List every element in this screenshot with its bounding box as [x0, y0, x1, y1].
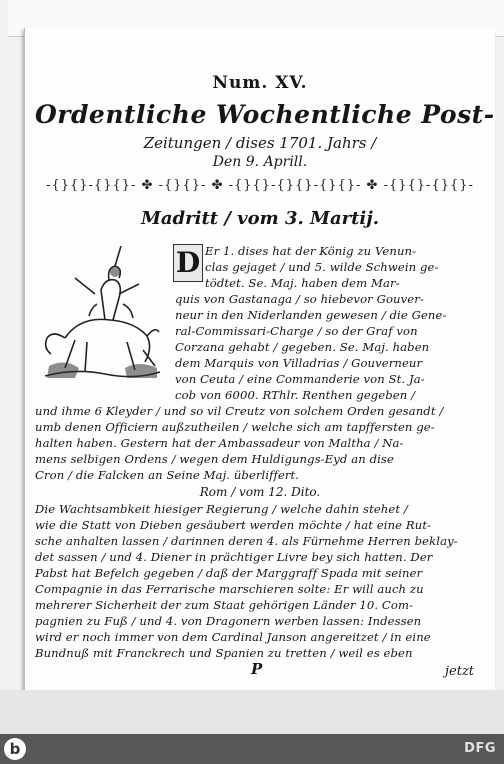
- madrid-line: Cron / die Falcken an Seine Maj. überliffert.: [35, 468, 300, 482]
- madrid-line: mens selbigen Ordens / wegen dem Huldigungs-Eyd an dise: [35, 452, 394, 466]
- drop-cap-initial: D: [173, 244, 203, 282]
- madrid-line: dem Marquis von Villadrias / Gouverneur: [175, 356, 423, 370]
- issue-number: Num. XV.: [212, 73, 308, 93]
- ornament-divider: -{}{}-{}{}- ✤ -{}{}- ✤ -{}{}-{}{}-{}{}- ✤ -{}{}-{}{}-: [46, 178, 474, 193]
- madrid-line: cob von 6000. RThlr. Renthen gegeben /: [175, 388, 416, 402]
- rome-line: Pabst hat Befelch gegeben / daß der Marggraff Spada mit seiner: [35, 566, 423, 580]
- horseman-woodcut-illustration: [35, 238, 165, 384]
- rome-line: sche anhalten lassen / darinnen deren 4. als Fürnehme Herren beklay-: [35, 534, 458, 548]
- madrid-line: Er 1. dises hat der König zu Venun-: [205, 244, 417, 258]
- madrid-line: Corzana gehabt / gegeben. Se. Maj. haben: [175, 340, 430, 354]
- madrid-line: quis von Gastanaga / so hiebevor Gouver-: [175, 292, 424, 306]
- madrid-line: von Ceuta / eine Commanderie von St. Ja-: [175, 372, 425, 386]
- madrid-line: ral-Commissari-Charge / so der Graf von: [175, 324, 418, 338]
- issue-date: Den 9. Aprill.: [212, 154, 308, 170]
- madrid-line: und ihme 6 Kleyder / und so vil Creutz von solchem Orden gesandt /: [35, 404, 444, 418]
- signature-mark: P: [251, 660, 263, 678]
- rome-line: Bundnuß mit Franckrech und Spanien zu tretten / weil es eben: [35, 646, 413, 660]
- masthead-subtitle: Zeitungen / dises 1701. Jahrs /: [143, 134, 377, 152]
- masthead-title: Ordentliche Wochentliche Post-: [35, 100, 495, 129]
- rome-line: det sassen / und 4. Diener in prächtiger Livre bey sich hatten. Der: [35, 550, 433, 564]
- madrid-line: neur in den Niderlanden gewesen / die Gene-: [175, 308, 447, 322]
- madrid-line: umb denen Officiern außzutheilen / welche sich am tapffersten ge-: [35, 420, 435, 434]
- viewer-footer-bar: [0, 734, 504, 764]
- madrid-line: tödtet. Se. Maj. haben dem Mar-: [205, 276, 400, 290]
- rome-line: wird er noch immer von dem Cardinal Janson angereitzet / in eine: [35, 630, 431, 644]
- rome-line: pagnien zu Fuß / und 4. von Dragonern werben lassen: Indessen: [35, 614, 422, 628]
- rome-line: mehrerer Sicherheit der zum Staat gehörigen Länder 10. Com-: [35, 598, 414, 612]
- madrid-line: clas gejaget / und 5. wilde Schwein ge-: [205, 260, 439, 274]
- rome-line: Die Wachtsambkeit hiesiger Regierung / welche dahin stehet /: [35, 502, 408, 516]
- catchword: jetzt: [445, 664, 475, 679]
- rome-dateline: Rom / vom 12. Dito.: [199, 485, 321, 499]
- rome-line: wie die Statt von Dieben gesäubert werden möchte / hat eine Rut-: [35, 518, 432, 532]
- scan-background-strip: [0, 690, 504, 734]
- madrid-dateline: Madritt / vom 3. Martij.: [140, 208, 380, 229]
- rome-line: Compagnie in das Ferrarische marschieren solte: Er will auch zu: [35, 582, 424, 596]
- dfg-logo: DFG: [464, 741, 496, 756]
- newspaper-page: [24, 28, 495, 700]
- madrid-line: halten haben. Gestern hat der Ambassadeur von Maltha / Na-: [35, 436, 404, 450]
- page-badge-b[interactable]: b: [4, 738, 26, 760]
